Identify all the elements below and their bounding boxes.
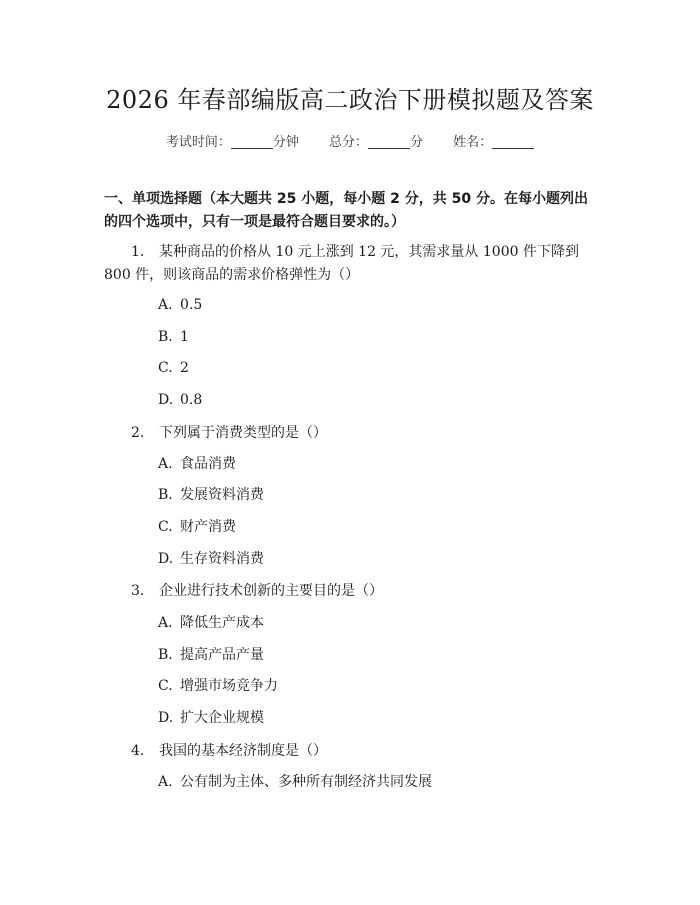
question-text: 企业进行技术创新的主要目的是（） — [159, 583, 383, 599]
total-score-field — [329, 131, 423, 150]
question-text: 我国的基本经济制度是（） — [159, 743, 327, 759]
page-title: 2026 年春部编版高二政治下册模拟题及答案 — [106, 86, 594, 114]
answer-option — [158, 708, 264, 728]
option-letter: A. — [158, 615, 173, 631]
option-text: 公有制为主体、多种所有制经济共同发展 — [180, 774, 432, 790]
answer-option — [158, 295, 202, 315]
section-heading: 一、单项选择题（本大题共 25 小题，每小题 2 分，共 50 分。在每小题列出的四个选项中，只有一项是最符合题目要求的。） — [104, 191, 588, 230]
total-score-unit: 分 — [410, 135, 424, 150]
answer-option — [158, 676, 278, 696]
option-text: 增强市场竞争力 — [180, 678, 278, 694]
option-letter: D. — [158, 392, 174, 408]
option-letter: B. — [158, 329, 173, 345]
option-letter: A. — [158, 774, 173, 790]
question-number: 2. — [131, 425, 145, 441]
option-text: 0.8 — [180, 392, 203, 408]
answer-option — [158, 613, 264, 633]
answer-option — [158, 485, 264, 505]
option-text: 财产消费 — [180, 519, 236, 535]
option-letter: C. — [158, 360, 173, 376]
answer-option — [158, 645, 264, 665]
option-text: 2 — [180, 360, 189, 376]
answer-option — [158, 772, 432, 792]
question-stem — [104, 740, 600, 763]
question-stem — [104, 241, 600, 287]
question-number: 1. — [131, 244, 145, 260]
option-letter: A. — [158, 456, 173, 472]
option-text: 生存资料消费 — [180, 551, 264, 567]
question-text: 下列属于消费类型的是（） — [159, 425, 327, 441]
exam-time-blank — [231, 134, 273, 149]
option-text: 发展资料消费 — [180, 487, 264, 503]
option-letter: A. — [158, 297, 173, 313]
option-text: 1 — [180, 329, 189, 345]
exam-info-line — [0, 131, 700, 150]
total-score-label: 总分： — [328, 135, 368, 150]
exam-time-label: 考试时间： — [165, 135, 231, 150]
question-text: 某种商品的价格从 10 元上涨到 12 元，其需求量从 1000 件下降到 800 件，则该商品的需求价格弹性为（） — [104, 244, 579, 283]
exam-time-field — [166, 131, 299, 150]
option-text: 0.5 — [180, 297, 203, 313]
question-stem — [104, 580, 600, 603]
exam-time-unit: 分钟 — [272, 135, 299, 150]
answer-option — [158, 549, 264, 569]
answer-option — [158, 358, 189, 378]
student-name-blank — [492, 134, 534, 149]
option-letter: C. — [158, 678, 173, 694]
answer-option — [158, 454, 236, 474]
option-text: 食品消费 — [180, 456, 236, 472]
option-letter: B. — [158, 487, 173, 503]
answer-option — [158, 517, 236, 537]
option-text: 提高产品产量 — [180, 647, 264, 663]
total-score-blank — [368, 134, 410, 149]
option-letter: B. — [158, 647, 173, 663]
option-letter: D. — [158, 551, 174, 567]
answer-option — [158, 327, 189, 347]
option-letter: C. — [158, 519, 173, 535]
student-name-label: 姓名： — [453, 135, 493, 150]
answer-option — [158, 390, 202, 410]
student-name-field — [453, 131, 534, 150]
question-number: 4. — [131, 743, 145, 759]
question-stem — [104, 422, 600, 445]
question-number: 3. — [131, 583, 145, 599]
option-letter: D. — [158, 710, 174, 726]
option-text: 降低生产成本 — [180, 615, 264, 631]
option-text: 扩大企业规模 — [180, 710, 264, 726]
